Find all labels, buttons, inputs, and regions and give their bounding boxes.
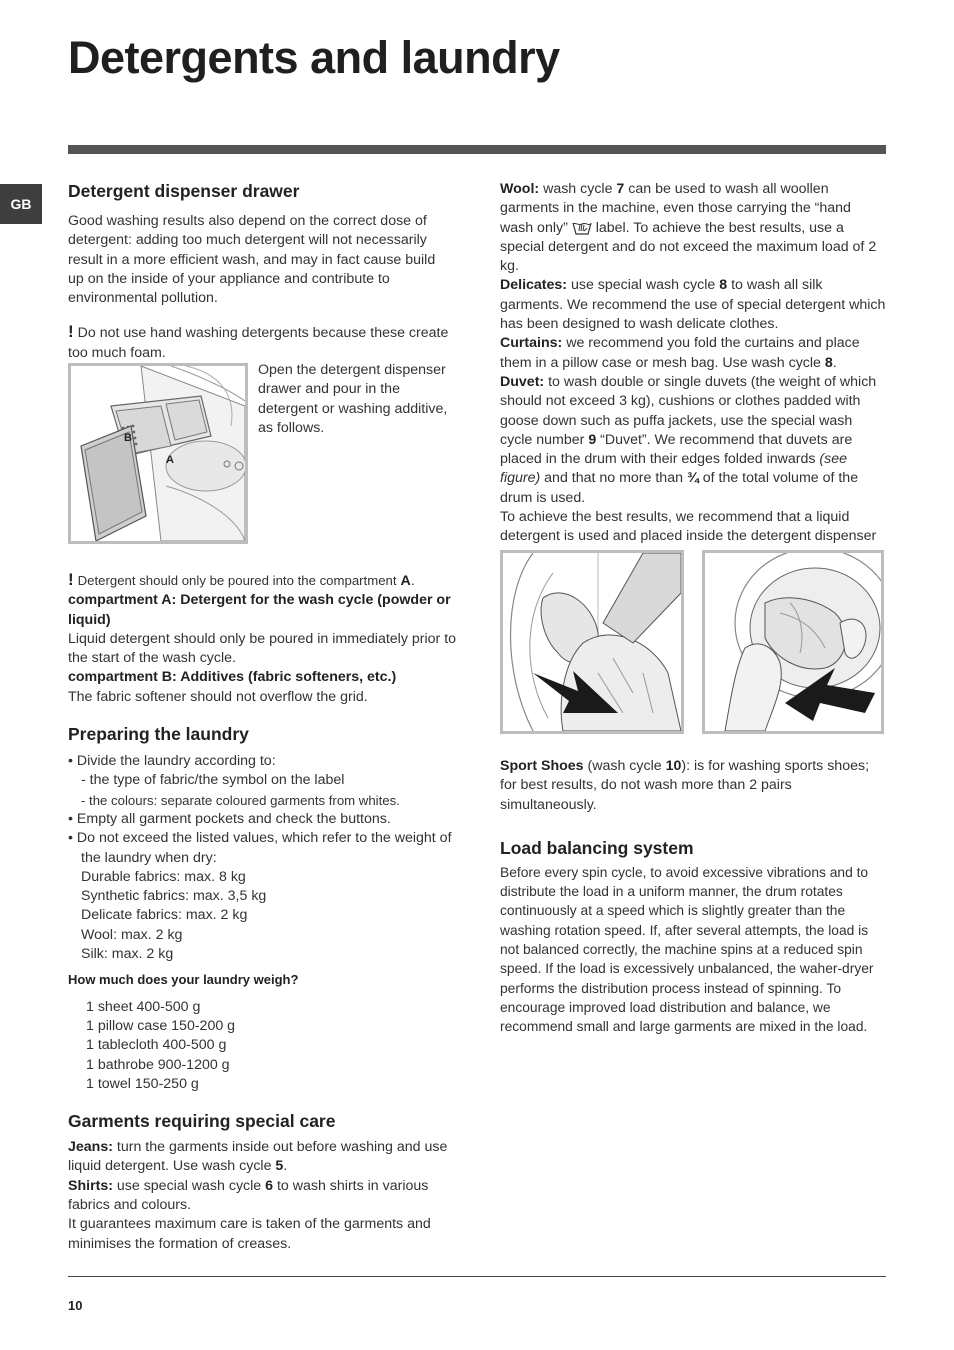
title-rule <box>68 145 886 154</box>
shirts-label: Shirts: <box>68 1177 113 1194</box>
warning-compartment-letter: A <box>400 573 411 589</box>
jeans-label: Jeans: <box>68 1139 113 1156</box>
jeans-paragraph: Jeans: turn the garments inside out before washing and use liquid detergent. Use wash cycle 5. <box>68 1139 448 1175</box>
compartment-a-text: Liquid detergent should only be poured in immediately prior to the start of the wash cycle. <box>68 630 457 667</box>
duvet-text: to wash double or single duvets (the weight of which should not exceed 3 kg), cushions or clothes padded with goose down such as puffa jackets, use the special wash cycle number <box>500 373 877 448</box>
drawer-heading: Detergent dispenser drawer <box>68 181 300 201</box>
limit-item: Delicate fabrics: max. 2 kg <box>81 907 248 924</box>
footer-rule <box>68 1276 886 1277</box>
sport-shoes-paragraph <box>500 757 886 815</box>
prep-item-1b: - the colours: separate coloured garments from whites. <box>81 792 400 808</box>
hand-wash-icon <box>572 219 592 235</box>
warning-icon-2: ! <box>68 570 74 589</box>
right-column-lower <box>500 757 886 1037</box>
curtains-label: Curtains: <box>500 335 563 352</box>
duvet-folding-illustration <box>705 553 881 731</box>
weight-item: 1 sheet 400-500 g <box>86 998 201 1015</box>
prep-item-2: • Empty all garment pockets and check the buttons. <box>68 810 391 827</box>
wool-paragraph <box>500 180 886 276</box>
load-balancing-heading: Load balancing system <box>500 837 694 858</box>
delicates-label: Delicates: <box>500 277 568 294</box>
wool-text-2: can be used to wash all woollen garments in the machine, even those carrying the “hand wash only” <box>500 181 851 236</box>
wool-label: Wool: <box>500 181 540 197</box>
prep-item-1a: - the type of fabric/the symbol on the label <box>81 772 345 789</box>
sport-shoes-label: Sport Shoes <box>500 758 584 774</box>
shirts-paragraph <box>68 1177 458 1216</box>
drawer-illustration <box>71 366 245 541</box>
shirts-text-2: to wash shirts in various fabrics and colours. <box>68 1177 429 1214</box>
figure-label-b: B <box>124 432 132 444</box>
sport-shoes-text: (wash cycle <box>583 758 666 774</box>
delicates-text: use special wash cycle <box>567 277 720 294</box>
delicates-paragraph <box>500 276 886 334</box>
duvet-loading-illustration <box>503 553 681 731</box>
limit-item: Silk: max. 2 kg <box>81 946 174 963</box>
jeans-text: turn the garments inside out before washing and use liquid detergent. Use wash cycle <box>68 1139 448 1175</box>
delicates-cycle: 8 <box>719 277 728 294</box>
duvet-fraction: ¾ <box>686 470 699 487</box>
duvet-text-4: of the total volume of the drum is used. <box>500 470 859 506</box>
drawer-instruction <box>258 361 458 438</box>
prep-item-1: • Divide the laundry according to: <box>68 753 276 770</box>
weight-item: 1 tablecloth 400-500 g <box>86 1037 227 1054</box>
page-number: 10 <box>68 1298 83 1313</box>
duvet-cycle: 9 <box>588 431 597 448</box>
drawer-intro: Good washing results also depend on the correct dose of detergent: adding too much detergent will not necessarily result in a more efficient wash, and may in fact cause build up on the inside of your appliance and contribute to environmental pollution. <box>68 213 436 307</box>
drawer-figure <box>68 363 248 544</box>
figure-label-a: A <box>166 454 174 466</box>
duvet-label: Duvet: <box>500 373 545 390</box>
warning-icon: ! <box>68 322 74 342</box>
duvet-see-figure: (see figure) <box>500 451 848 487</box>
delicates-text-2: to wash all silk garments. We recommend the use of special detergent which has been designed to wash delicate clothes. <box>500 277 886 333</box>
preparing-heading: Preparing the laundry <box>68 724 249 745</box>
sport-shoes-text-2: ): is for washing sports shoes; for best results, do not wash more than 2 pairs simultaneously. <box>500 758 870 813</box>
shirts-text: use special wash cycle <box>112 1177 266 1194</box>
shirts-cycle: 6 <box>265 1177 274 1194</box>
warning-compartment: ! Detergent should only be poured into the compartment A. <box>68 570 415 589</box>
wool-text: wash cycle <box>539 181 617 197</box>
warning-compartment-text: Detergent should only be poured into the compartment <box>77 573 397 588</box>
warning-hand-wash <box>68 322 454 363</box>
duvet-text-2: “Duvet”. We recommend that duvets are placed in the drum with their edges folded inwards <box>500 431 853 468</box>
duvet-figure-2 <box>702 550 884 734</box>
compartment-b-text: The fabric softener should not overflow the grid. <box>68 688 368 705</box>
warning-hand-text: Do not use hand washing detergents because these create too much foam. <box>68 325 449 361</box>
care-heading: Garments requiring special care <box>68 1111 336 1132</box>
language-tab: GB <box>0 184 42 224</box>
open-drawer-text: Open the detergent dispenser drawer and pour in the detergent or washing additive, as follows. <box>258 362 448 436</box>
page-title: Detergents and laundry <box>68 32 560 83</box>
left-column-lower <box>68 570 458 1254</box>
care-note: It guarantees maximum care is taken of the garments and minimises the formation of creases. <box>68 1216 431 1252</box>
curtains-text: we recommend you fold the curtains and place them in a pillow case or mesh bag. Use wash cycle <box>500 335 860 371</box>
prep-item-3: • Do not exceed the listed values, which refer to the weight of the laundry when dry: <box>68 830 452 866</box>
weight-item: 1 pillow case 150-200 g <box>86 1017 236 1034</box>
wool-cycle: 7 <box>616 181 625 197</box>
load-balancing-text: Before every spin cycle, to avoid excessive vibrations and to distribute the load in a uniform manner, the drum rotates continuously at a speed which is slightly greater than the washing rotation speed. If, after several attempts, the load is not balanced correctly, the machine spins at a reduced spin speed. If the load is excessively unbalanced, the waher-dryer performs the distribution process instead of spinning. To encourage improved load distribution and balance, we recommend small and large garments are mixed in the load. <box>500 864 874 1035</box>
compartment-a-heading: compartment A: Detergent for the wash cycle (powder or liquid) <box>68 592 451 628</box>
preparing-list <box>68 752 458 964</box>
jeans-cycle: 5 <box>275 1158 284 1175</box>
weight-item: 1 bathrobe 900-1200 g <box>86 1056 230 1073</box>
liquid-note: To achieve the best results, we recommend that a liquid detergent is used and placed inside the detergent dispenser <box>500 509 877 545</box>
right-column <box>500 180 886 566</box>
weights-list <box>68 998 458 1094</box>
duvet-paragraph <box>500 373 886 508</box>
compartment-b-heading: compartment B: Additives (fabric softeners, etc.) <box>68 669 397 686</box>
limit-item: Durable fabrics: max. 8 kg <box>81 868 246 885</box>
duvet-figure-1 <box>500 550 684 734</box>
wool-text-3: label. To achieve the best results, use a special detergent and do not exceed the maximum load of 2 kg. <box>500 219 877 275</box>
duvet-text-3: and that no more than <box>540 470 687 487</box>
weight-item: 1 towel 150-250 g <box>86 1075 199 1092</box>
left-column <box>68 180 454 363</box>
sport-shoes-cycle: 10 <box>665 758 682 774</box>
limit-item: Synthetic fabrics: max. 3,5 kg <box>81 888 267 905</box>
curtains-paragraph: Curtains: we recommend you fold the curtains and place them in a pillow case or mesh bag. Use wash cycle 8. <box>500 335 860 371</box>
curtains-cycle: 8 <box>824 354 833 371</box>
limit-item: Wool: max. 2 kg <box>81 926 183 943</box>
weigh-heading: How much does your laundry weigh? <box>68 972 299 988</box>
